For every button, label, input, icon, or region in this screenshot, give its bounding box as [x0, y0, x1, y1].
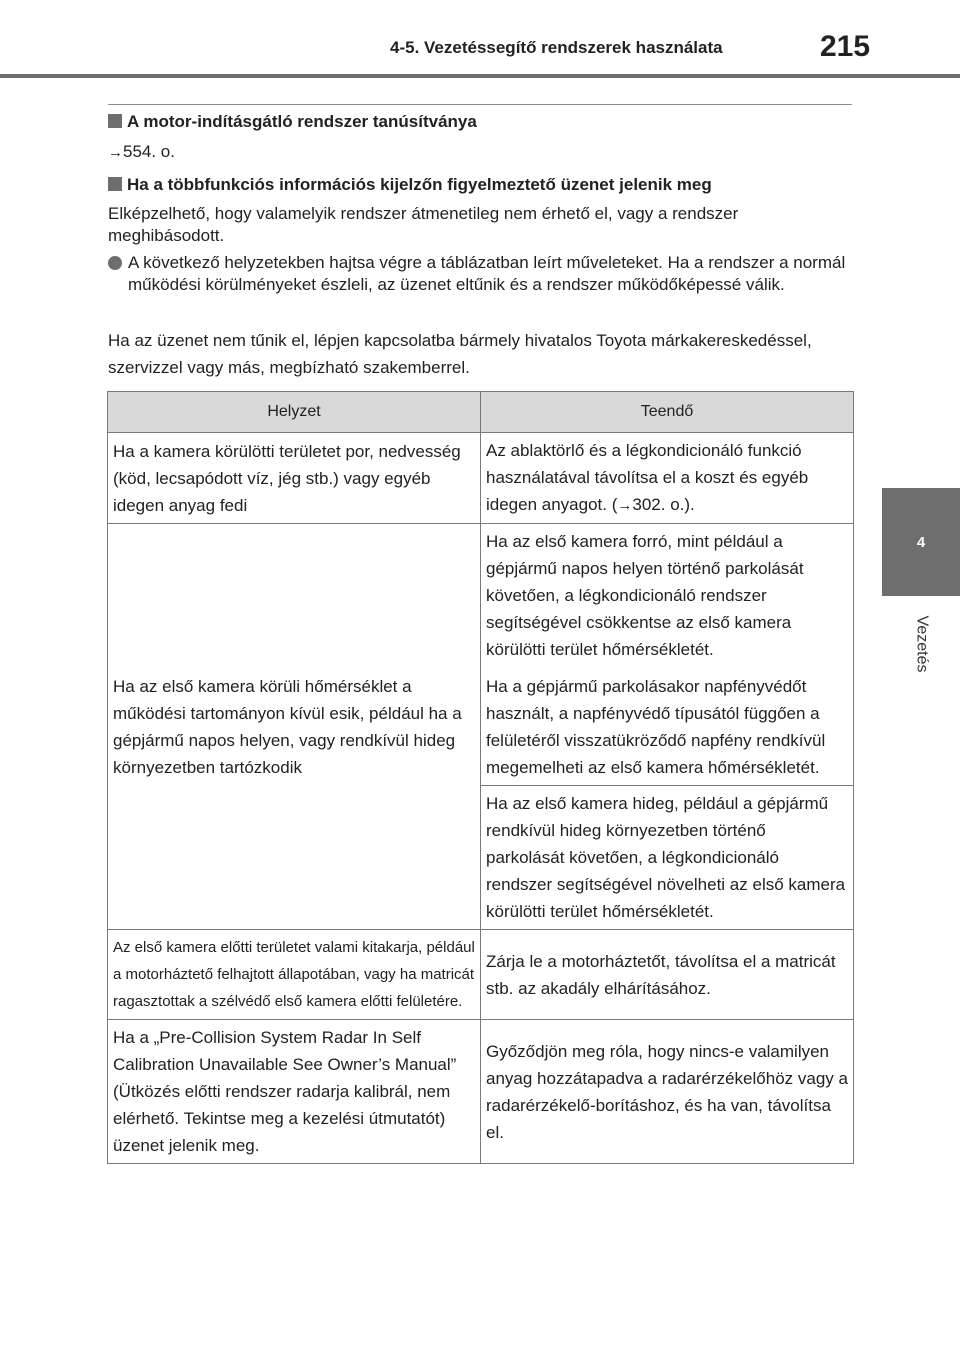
section-heading-text: A motor-indításgátló rendszer tanúsítványa	[127, 112, 477, 131]
round-bullet-icon	[108, 256, 122, 270]
intro-paragraph: Elképzelhető, hogy valamelyik rendszer átmenetileg nem érhető el, vagy a rendszer meghibásodott.	[108, 204, 739, 245]
table-row	[108, 930, 854, 1020]
chapter-label-text: Vezetés	[913, 615, 930, 673]
arrow-right-icon: →	[108, 144, 123, 161]
running-header-title: 4-5. Vezetéssegítő rendszerek használata	[390, 38, 723, 57]
reference-text: 554. o.	[123, 142, 175, 161]
action-paragraph-hot: Ha az első kamera forró, mint például a gépjármű napos helyen történő parkolását követően, a légkondicionáló rendszer segítségével csökkentse az első kamera körülötti terület hőmérsékletét.	[486, 532, 804, 659]
immobilizer-reference	[108, 141, 854, 164]
section-heading-text: Ha a többfunkciós információs kijelzőn figyelmeztető üzenet jelenik meg	[127, 175, 712, 194]
table-row	[108, 524, 854, 786]
table-row	[108, 433, 854, 524]
section-heading-warning-message	[108, 175, 712, 195]
arrow-right-icon: →	[617, 497, 633, 514]
page-number: 215	[820, 30, 871, 63]
column-header-situation: Helyzet	[108, 392, 481, 433]
action-paragraph-sunshade: Ha a gépjármű parkolásakor napfényvédőt használt, a napfényvédő típusától függően a felületéről visszatükröződő napfény rendkívül megemelheti az első kamera hőmérsékletét.	[486, 677, 826, 777]
action-text: Az ablaktörlő és a légkondicionáló funkció használatával távolítsa el a koszt és egyéb idegen anyagot. (	[486, 441, 809, 514]
action-reference: 302. o.).	[632, 495, 695, 514]
square-bullet-icon	[108, 177, 122, 191]
action-cell: Győződjön meg róla, hogy nincs-e valamilyen anyag hozzátapadva a radarérzékelőhöz vagy a radarérzékelő-borításhoz, és ha van, távolítsa el.	[481, 1020, 854, 1164]
contact-note: Ha az üzenet nem tűnik el, lépjen kapcsolatba bármely hivatalos Toyota márkakereskedéssel, szervizzel vagy más, megbízható szakemberrel.	[108, 331, 812, 377]
table-row	[108, 1020, 854, 1164]
header-rule	[0, 74, 960, 78]
bullet-paragraph	[108, 252, 854, 296]
bullet-text: A következő helyzetekben hajtsa végre a táblázatban leírt műveleteket. Ha a rendszer a normál működési körülményeket észleli, az üzenet eltűnik és a rendszer működőképessé válik.	[128, 253, 846, 294]
action-cell	[481, 524, 854, 786]
chapter-tab-number: 4	[916, 533, 926, 551]
chapter-tab	[882, 488, 960, 596]
table-header-row	[108, 392, 854, 433]
column-header-action: Teendő	[481, 392, 854, 433]
situation-cell: Ha a kamera körülötti területet por, nedvesség (köd, lecsapódott víz, jég stb.) vagy egyéb idegen anyag fedi	[108, 433, 481, 524]
content-rule	[108, 104, 852, 105]
situation-cell: Ha a „Pre-Collision System Radar In Self Calibration Unavailable See Owner’s Manual” (Ütközés előtti rendszer radarja kalibrál, nem elérhető. Tekintse meg a kezelési útmutatót) üzenet jelenik meg.	[108, 1020, 481, 1164]
action-cell: Ha az első kamera hideg, például a gépjármű rendkívül hideg környezetben történő parkolását követően, a légkondicionáló rendszer segítségével növelheti az első kamera körülötti terület hőmérsékletét.	[481, 786, 854, 930]
square-bullet-icon	[108, 114, 122, 128]
situation-cell: Az első kamera előtti területet valami kitakarja, például a motorháztető felhajtott állapotában, vagy ha matricát ragasztottak a szélvédő első kamera előtti felületére.	[108, 930, 481, 1020]
action-cell: Zárja le a motorháztetőt, távolítsa el a matricát stb. az akadály elhárításához.	[481, 930, 854, 1020]
section-heading-immobilizer	[108, 112, 477, 132]
chapter-label	[882, 596, 960, 692]
situation-cell: Ha az első kamera körüli hőmérséklet a működési tartományon kívül esik, például ha a gépjármű napos helyen, vagy rendkívül hideg környezetben tartózkodik	[108, 524, 481, 930]
action-cell	[481, 433, 854, 524]
situation-action-table	[107, 391, 854, 1164]
